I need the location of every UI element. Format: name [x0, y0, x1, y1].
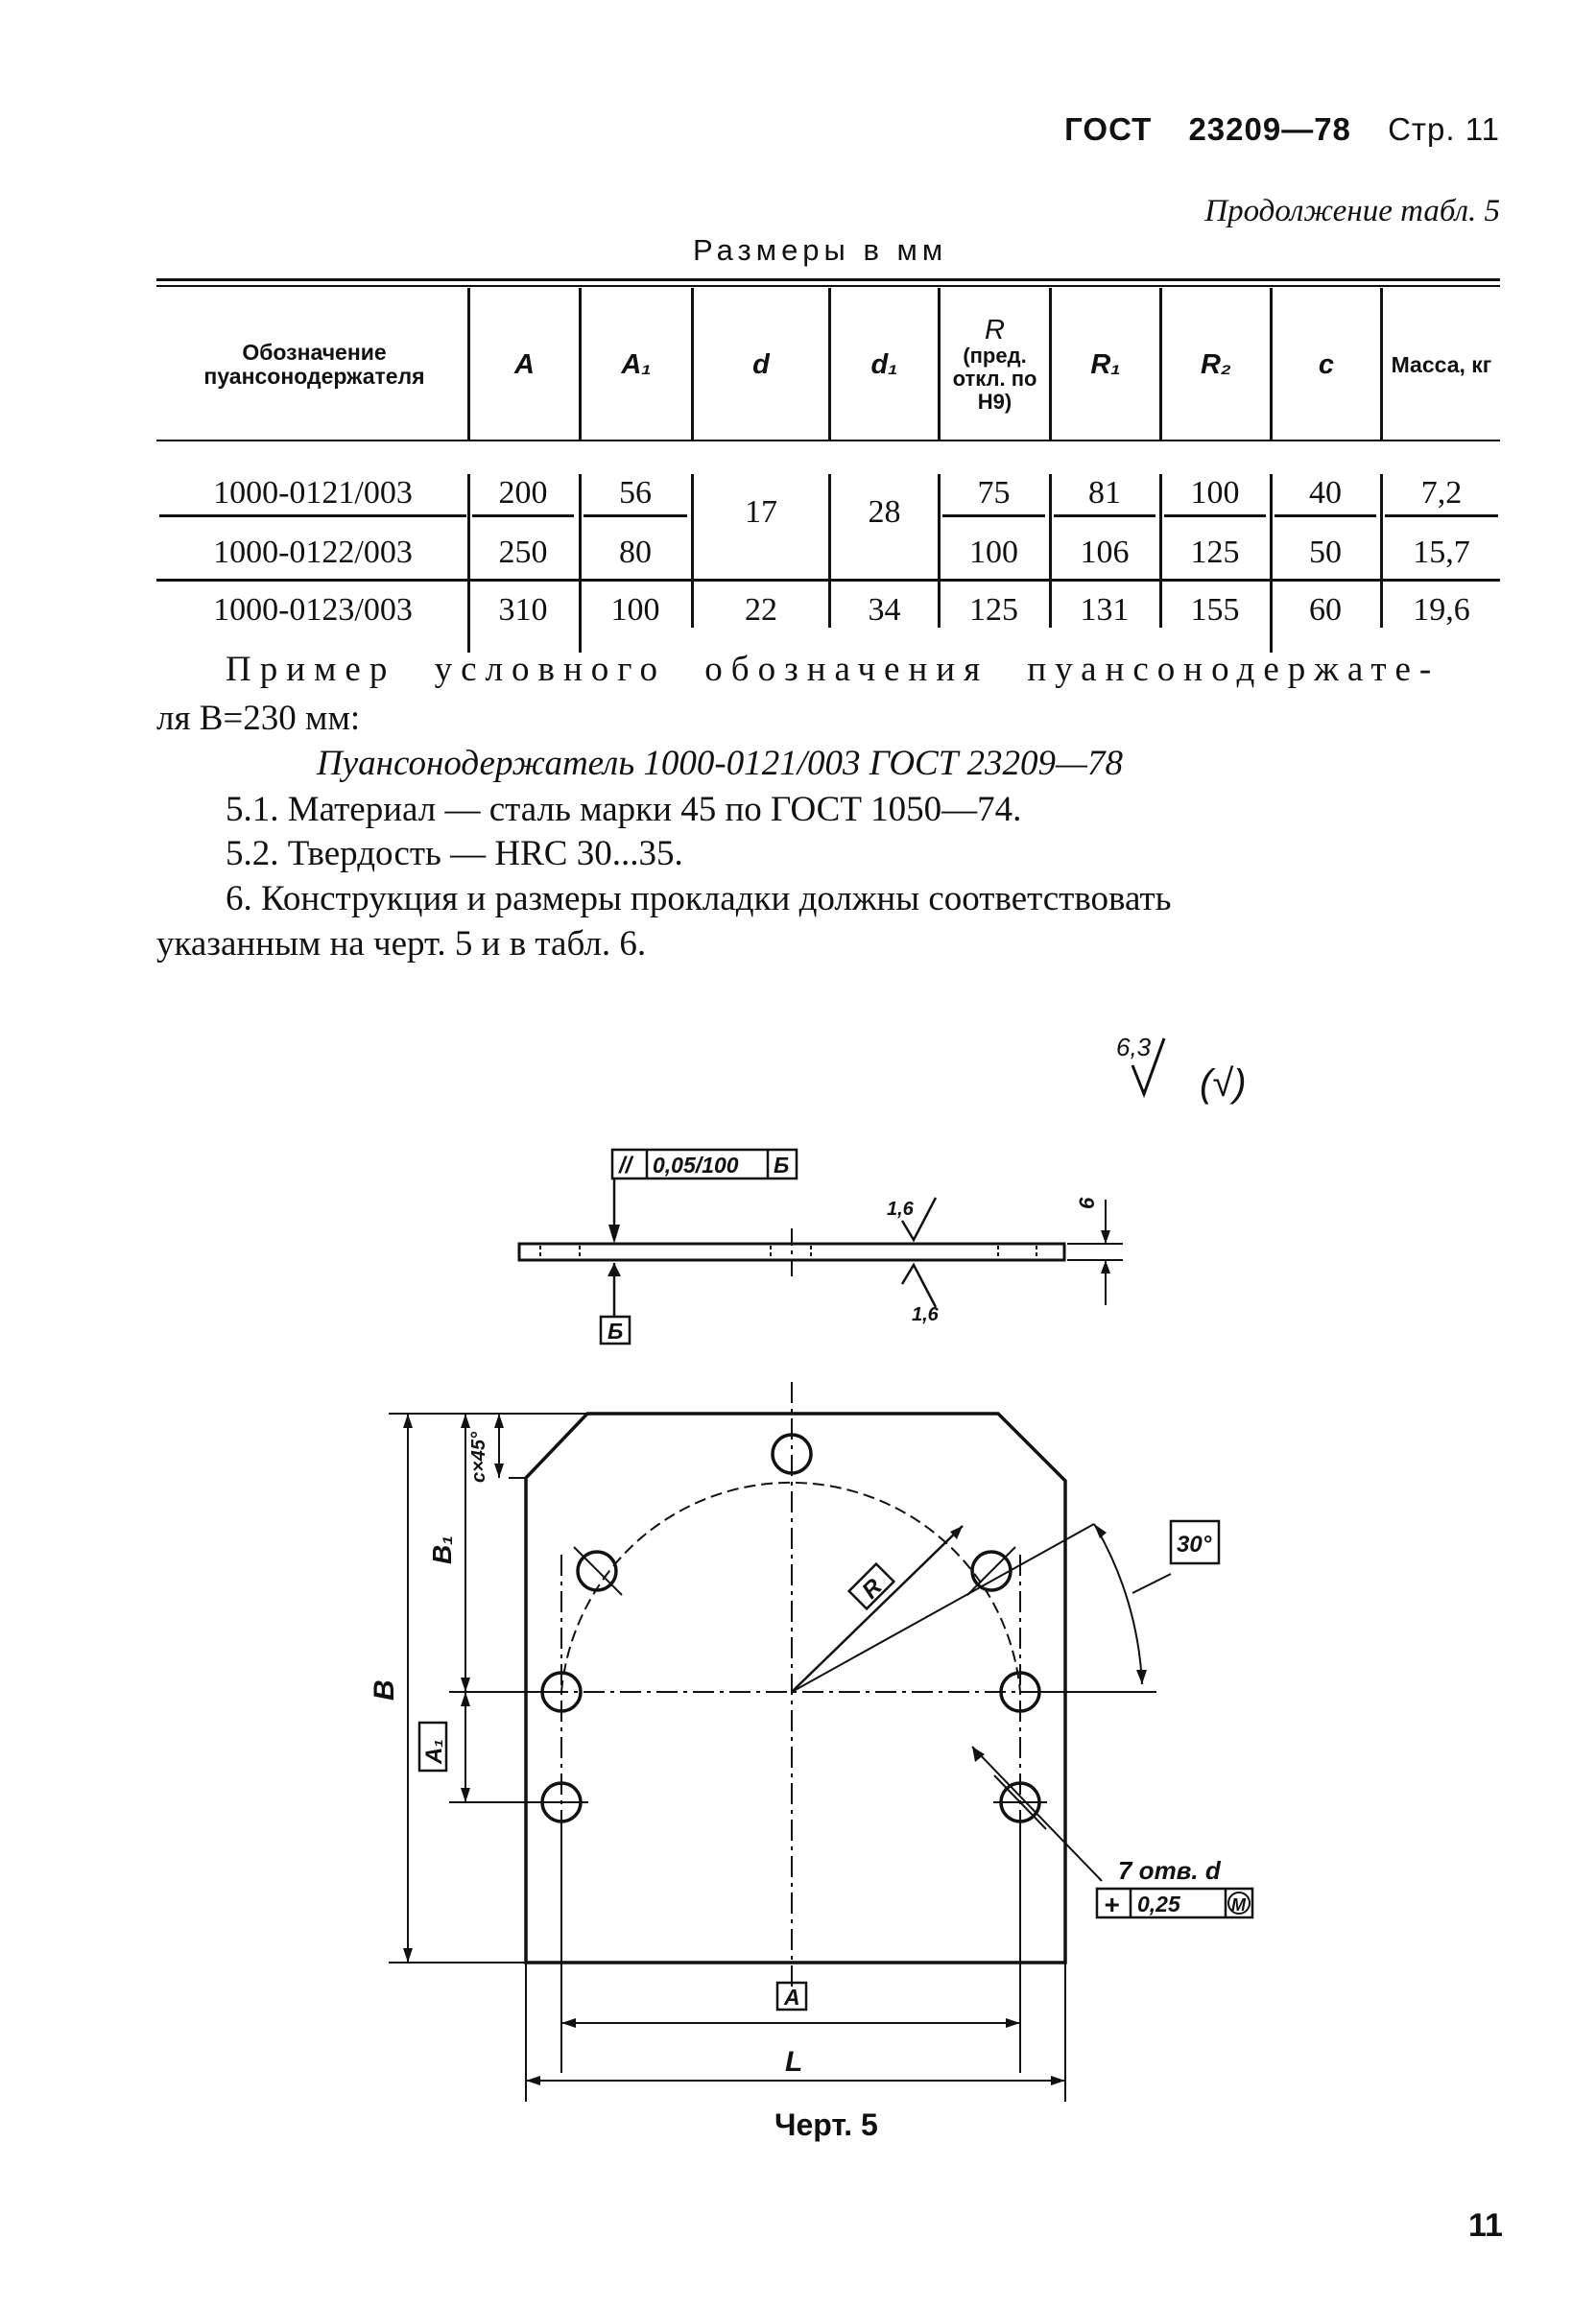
table-row-2-mass: 15,7	[1413, 535, 1470, 570]
roughness-general-symbol	[1116, 1033, 1247, 1105]
thickness-dimension	[1067, 1197, 1123, 1305]
table-continuation: Продолжение табл. 5	[1204, 194, 1500, 228]
table-row-3-mass: 19,6	[1413, 592, 1470, 628]
thickness-value: 6	[1075, 1197, 1099, 1209]
example-line-1: Пример условного обозначения пуансонодержате-	[226, 650, 1441, 689]
dim-l-label: L	[785, 2046, 803, 2078]
page-number: 11	[1468, 2207, 1503, 2244]
datum-b-marker	[601, 1263, 630, 1344]
header-page: Стр. 11	[1388, 111, 1500, 147]
datum-b-label: Б	[607, 1319, 624, 1344]
th-mass: Масса, кг	[1391, 351, 1492, 377]
table-row-2-r2: 125	[1190, 535, 1240, 570]
table-row-3-designation: 1000-0123/003	[213, 592, 413, 628]
position-modifier: M	[1231, 1895, 1246, 1915]
parallelism-symbol: //	[619, 1153, 632, 1178]
table-row-2-r1: 106	[1080, 535, 1130, 570]
example-designation: Пуансонодержатель 1000-0121/003 ГОСТ 23209—78	[317, 744, 1123, 783]
dim-b1-label: B₁	[427, 1535, 457, 1564]
table-row-1-r1: 81	[1054, 472, 1155, 517]
side-view	[519, 1228, 1064, 1276]
units-note: Размеры в мм	[693, 233, 948, 267]
table-row-1-r2: 100	[1164, 472, 1266, 517]
paragraph-5-1: 5.1. Материал — сталь марки 45 по ГОСТ 1050—74.	[226, 790, 1022, 829]
table-row-2-a1: 80	[619, 535, 652, 570]
table-row-3-a1: 100	[610, 592, 660, 628]
table-row-3-r: 125	[969, 592, 1018, 628]
roughness-other: (√)	[1200, 1062, 1247, 1105]
table-row-2-c: 50	[1309, 535, 1342, 570]
table-row-2-designation: 1000-0122/003	[213, 535, 413, 570]
roughness-general-value: 6,3	[1116, 1033, 1152, 1061]
angle-label: 30°	[1177, 1532, 1212, 1558]
parallelism-datum: Б	[774, 1153, 790, 1178]
example-line-2: ля B=230 мм:	[156, 699, 361, 738]
table-row-1-mass: 7,2	[1385, 472, 1498, 517]
table-row-1-a1: 56	[584, 472, 687, 517]
table-row-2-r: 100	[969, 535, 1018, 570]
table-row-3-r2: 155	[1190, 592, 1240, 628]
table-row-3-d1: 34	[868, 592, 901, 628]
dim-a1-label: A₁	[421, 1739, 447, 1764]
th-designation: Обозначение пуансонодержателя	[203, 340, 425, 389]
table-merged-d1: 28	[868, 494, 901, 530]
plan-view	[509, 1382, 1252, 1987]
table-row-3-r1: 131	[1080, 592, 1130, 628]
table-row-3-c: 60	[1309, 592, 1342, 628]
position-symbol: +	[1104, 1890, 1120, 1919]
th-a1: A₁	[621, 348, 652, 380]
paragraph-5-2: 5.2. Твердость — HRC 30...35.	[226, 834, 683, 873]
table-merged-d: 17	[745, 494, 777, 530]
table-row-1-a: 200	[472, 472, 574, 517]
th-c: c	[1318, 348, 1335, 380]
roughness-face-top: 1,6	[887, 1199, 914, 1220]
dim-c-label: c×45°	[468, 1431, 489, 1483]
position-value: 0,25	[1137, 1892, 1180, 1916]
parallelism-tolerance-frame	[608, 1150, 797, 1244]
table-row-1-designation: 1000-0121/003	[159, 472, 466, 517]
table-row-1-c: 40	[1274, 472, 1376, 517]
roughness-face-bottom: 1,6	[912, 1304, 939, 1325]
dim-b-label: B	[369, 1679, 400, 1701]
paragraph-6-line-2: указанным на черт. 5 и в табл. 6.	[156, 924, 647, 964]
figure-caption: Черт. 5	[774, 2107, 878, 2142]
th-r1: R₁	[1090, 348, 1121, 380]
paragraph-6-line-1: 6. Конструкция и размеры прокладки должны соответствовать	[226, 879, 1172, 918]
th-r-symbol: R	[985, 315, 1005, 345]
table-row-3-d: 22	[745, 592, 777, 628]
th-r-note: (пред. откл. по Н9)	[952, 344, 1037, 414]
parallelism-value: 0,05/100	[653, 1153, 739, 1178]
header-standard: ГОСТ	[1064, 111, 1153, 147]
table-row-1-r: 75	[942, 472, 1045, 517]
th-r2: R₂	[1200, 348, 1231, 380]
table-row-3-a: 310	[498, 592, 548, 628]
th-a: A	[514, 348, 535, 380]
th-d: d	[752, 348, 770, 380]
holes-note: 7 отв. d	[1118, 1856, 1221, 1885]
dim-a-label: A	[784, 1985, 800, 2010]
radius-label: R	[857, 1574, 888, 1605]
table-row-2-a: 250	[498, 535, 548, 570]
header-number: 23209—78	[1188, 111, 1351, 147]
left-dimensions	[369, 1414, 587, 1963]
th-d1: d₁	[870, 348, 898, 380]
